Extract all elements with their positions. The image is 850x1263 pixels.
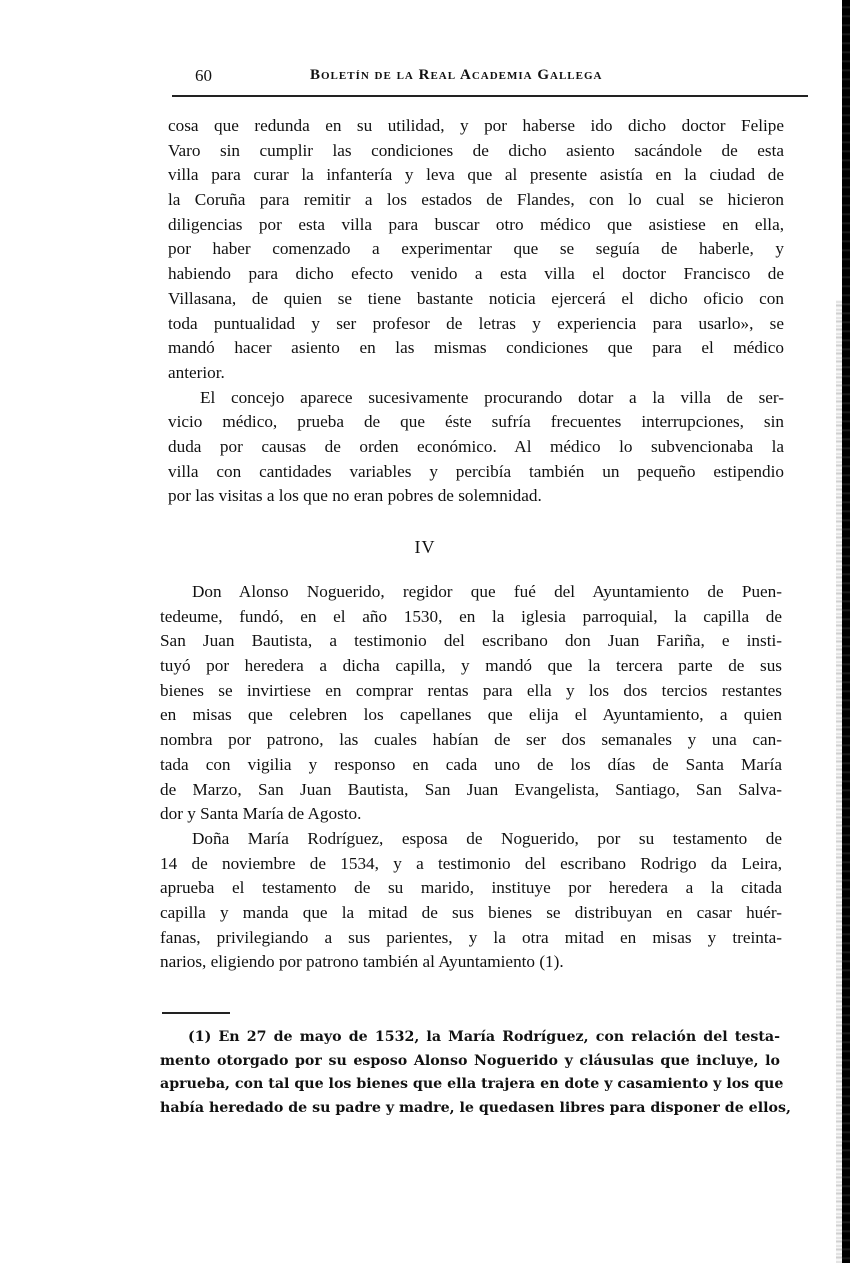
footnote-rule bbox=[162, 1012, 230, 1014]
text-line: San Juan Bautista, a testimonio del escribano don Juan Fariña, e insti- bbox=[160, 631, 782, 651]
text-line: Don Alonso Noguerido, regidor que fué del Ayuntamiento de Puen- bbox=[192, 582, 782, 601]
section-1-text bbox=[168, 114, 784, 509]
footnote-line: había heredado de su padre y madre, le quedasen libres para disponer de ellos, bbox=[160, 1099, 791, 1116]
text-line: Doña María Rodríguez, esposa de Noguerido, por su testamento de bbox=[192, 828, 782, 848]
text-line: toda puntualidad y ser profesor de letras y experiencia para usarlo», se bbox=[168, 313, 784, 333]
text-line: anterior. bbox=[168, 362, 225, 382]
text-line: El concejo aparece sucesivamente procurando dotar a la villa de ser- bbox=[200, 387, 784, 407]
text-line: narios, eligiendo por patrono también al Ayuntamiento (1). bbox=[160, 952, 564, 972]
section-2-text bbox=[160, 580, 782, 975]
text-line: aprueba el testamento de su marido, instituye por heredera a la citada bbox=[160, 878, 782, 898]
text-line: vicio médico, prueba de que éste sufría frecuentes interrupciones, sin bbox=[168, 412, 784, 432]
scan-page-edge-shadow bbox=[836, 300, 842, 1263]
footnote bbox=[160, 1026, 791, 1120]
text-line: de Marzo, San Juan Bautista, San Juan Evangelista, Santiago, San Salva- bbox=[160, 779, 782, 799]
footnote-line: mento otorgado por su esposo Alonso Noguerido y cláusulas que incluye, lo bbox=[160, 1052, 780, 1069]
running-title: Boletín de la Real Academia Gallega bbox=[310, 67, 603, 83]
text-line: Varo sin cumplir las condiciones de dicho asiento sacándole de esta bbox=[168, 140, 784, 160]
text-line: duda por causas de orden económico. Al médico lo subvencionaba la bbox=[168, 436, 784, 456]
page-header bbox=[172, 62, 808, 96]
text-line: habiendo para dicho efecto venido a esta villa el doctor Francisco de bbox=[168, 264, 784, 284]
text-line: la Coruña para remitir a los estados de Flandes, con lo cual se hicieron bbox=[168, 190, 784, 210]
text-line: por las visitas a los que no eran pobres de solemnidad. bbox=[168, 486, 542, 506]
scan-page-edge bbox=[842, 0, 850, 1263]
paragraph bbox=[160, 580, 782, 827]
text-line: mandó hacer asiento en las mismas condiciones que para el médico bbox=[168, 338, 784, 358]
text-line: por haber comenzado a experimentar que se seguía de haberle, y bbox=[168, 239, 784, 259]
paragraph bbox=[160, 827, 782, 975]
text-line: 14 de noviembre de 1534, y a testimonio del escribano Rodrigo da Leira, bbox=[160, 853, 782, 873]
text-line: capilla y manda que la mitad de sus bienes se distribuyan en casar huér- bbox=[160, 902, 782, 922]
text-line: villa con cantidades variables y percibía también un pequeño estipendio bbox=[168, 461, 784, 481]
section-heading: IV bbox=[414, 537, 436, 557]
text-line: tada con vigilia y responso en cada uno de los días de Santa María bbox=[160, 754, 782, 774]
text-line: bienes se invirtiese en comprar rentas para ella y los dos tercios restantes bbox=[160, 680, 782, 700]
text-line: tuyó por heredera a dicha capilla, y mandó que la tercera parte de sus bbox=[160, 656, 782, 676]
text-line: nombra por patrono, las cuales habían de ser dos semanales y una can- bbox=[160, 730, 782, 750]
text-line: Villasana, de quien se tiene bastante noticia ejercerá el dicho oficio con bbox=[168, 288, 784, 308]
page-number: 60 bbox=[195, 66, 212, 85]
text-line: fanas, privilegiando a sus parientes, y la otra mitad en misas y treinta- bbox=[160, 927, 782, 947]
text-line: villa para curar la infantería y leva que al presente asistía en la ciudad de bbox=[168, 165, 784, 185]
text-line: dor y Santa María de Agosto. bbox=[160, 804, 362, 824]
text-line: en misas que celebren los capellanes que elija el Ayuntamiento, a quien bbox=[160, 705, 782, 725]
paragraph bbox=[168, 114, 784, 386]
header-rule bbox=[172, 95, 808, 97]
text-line: diligencias por esta villa para buscar otro médico que asistiese en ella, bbox=[168, 214, 784, 234]
paragraph bbox=[168, 386, 784, 509]
text-line: cosa que redunda en su utilidad, y por haberse ido dicho doctor Felipe bbox=[168, 116, 784, 135]
text-line: tedeume, fundó, en el año 1530, en la iglesia parroquial, la capilla de bbox=[160, 606, 782, 626]
footnote-line: (1) En 27 de mayo de 1532, la María Rodríguez, con relación del testa- bbox=[188, 1029, 780, 1045]
footnote-line: aprueba, con tal que los bienes que ella trajera en dote y casamiento y los que bbox=[160, 1076, 784, 1092]
